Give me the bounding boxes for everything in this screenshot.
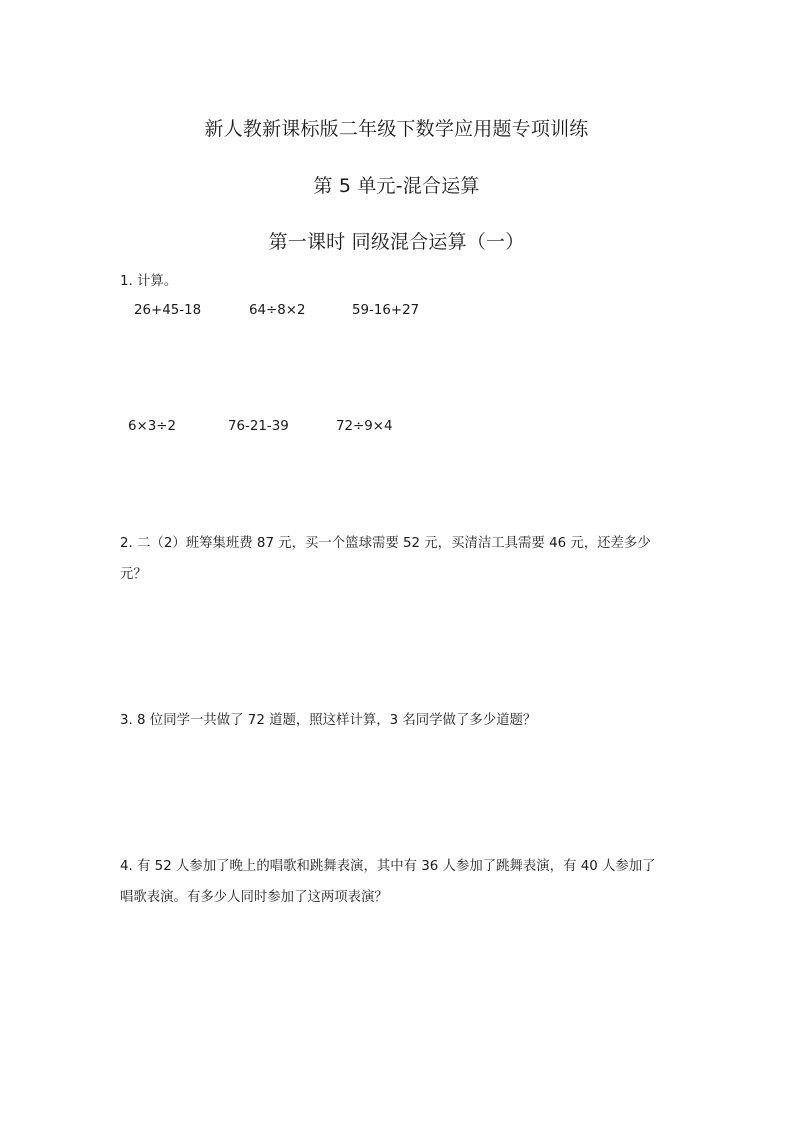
question-4-line-1: 4. 有 52 人参加了晚上的唱歌和跳舞表演，其中有 36 人参加了跳舞表演，有 40 人参加了	[120, 859, 656, 874]
expression: 6×3÷2	[128, 419, 176, 434]
document-title: 新人教新课标版二年级下数学应用题专项训练	[204, 118, 589, 140]
unit-heading: 第 5 单元-混合运算	[313, 175, 480, 197]
expression: 26+45-18	[134, 303, 202, 318]
expression: 72÷9×4	[336, 419, 393, 434]
expression: 76-21-39	[228, 419, 289, 434]
question-2-line-2: 元？	[120, 567, 147, 582]
question-3-line-1: 3. 8 位同学一共做了 72 道题，照这样计算，3 名同学做了多少道题？	[120, 713, 537, 728]
lesson-heading: 第一课时 同级混合运算（一）	[268, 231, 525, 253]
question-4-line-2: 唱歌表演。有多少人同时参加了这两项表演？	[120, 890, 388, 905]
expression: 64÷8×2	[249, 303, 306, 318]
question-2-line-1: 2. 二（2）班筹集班费 87 元，买一个篮球需要 52 元，买清洁工具需要 46 元，还差多少	[120, 536, 651, 551]
question-1-label: 1. 计算。	[120, 274, 178, 289]
expression: 59-16+27	[352, 303, 420, 318]
